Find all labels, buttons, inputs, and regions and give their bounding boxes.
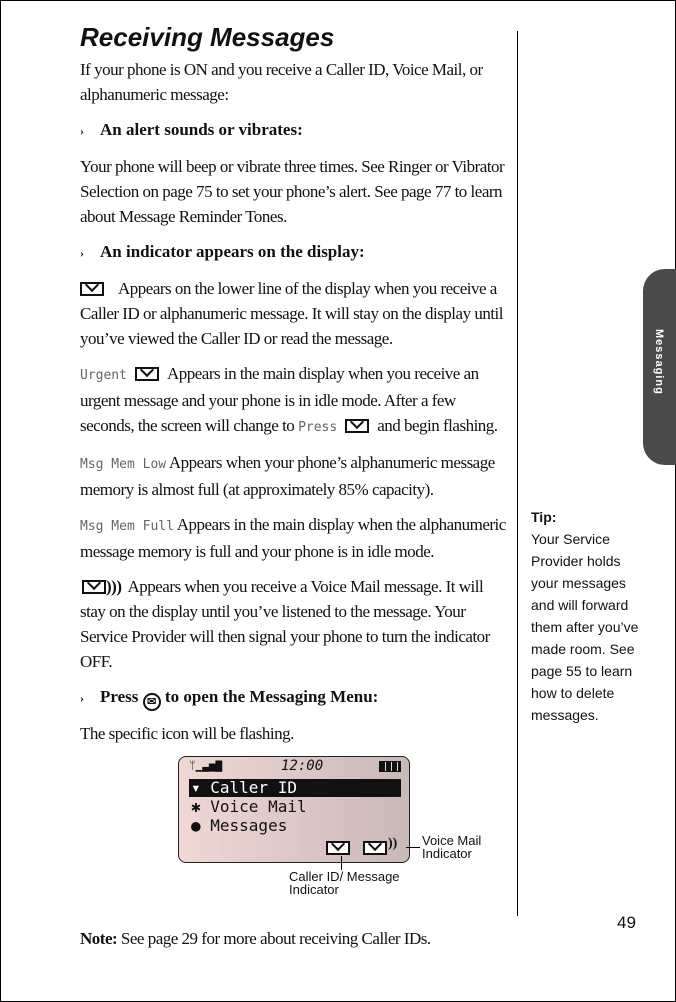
section-tab-label: Messaging: [653, 329, 665, 395]
bullet-text: to open the Messaging Menu:: [164, 687, 379, 706]
tip-label: Tip:: [531, 509, 557, 525]
voicemail-text: Appears when you receive a Voice Mail message. It will stay on the display until you’ve listened to the message. Your Service Provider will then signal your phone to turn the indicator OFF.: [80, 577, 490, 671]
voicemail-indicator-icon: [363, 841, 387, 855]
bullet-alert: › An alert sounds or vibrates:: [80, 120, 303, 139]
phone-display: [178, 756, 410, 863]
main-column: [80, 1, 510, 951]
voicemail-caption: Voice Mail Indicator: [422, 833, 482, 861]
intro-text: If your phone is ON and you receive a Caller ID, Voice Mail, or alphanumeric message:: [80, 60, 483, 104]
callerid-caption: Caller ID/ Message Indicator: [289, 869, 400, 897]
note: [80, 926, 510, 951]
leader-line: [406, 847, 420, 848]
voicemail-paragraph: [80, 574, 510, 674]
envelope-paragraph: [80, 276, 510, 351]
caller-id-indicator-icon: [326, 841, 350, 855]
column-divider: [517, 31, 518, 916]
memlow-label: Msg Mem Low: [80, 457, 167, 472]
menu-item-caller-id[interactable]: ▾ Caller ID: [191, 778, 297, 797]
memlow-paragraph: [80, 450, 510, 502]
envelope-icon: [80, 282, 104, 296]
battery-icon: [379, 761, 401, 772]
envelope-icon: [135, 367, 159, 381]
signal-icon: ᛘ▁▃▅▇: [189, 759, 223, 772]
memlow-text: Appears when your phone’s alphanumeric message memory is almost full (at approximately 85% capacity).: [80, 453, 495, 499]
menu-label: Caller ID: [210, 778, 297, 797]
envelope-icon: [345, 419, 369, 433]
bullet-text: Press: [100, 687, 139, 706]
urgent-paragraph: [80, 361, 510, 440]
page-title: Receiving Messages: [80, 22, 335, 52]
tip-text: Your Service Provider holds your messages and will forward them after you’ve made room. See page 55 to learn how to delete messages.: [531, 531, 639, 723]
display-figure: [80, 756, 510, 916]
menu-item-messages[interactable]: ● Messages: [191, 816, 288, 835]
urgent-text-end: and begin flashing.: [377, 416, 498, 435]
flashing-text: The specific icon will be flashing.: [80, 724, 294, 743]
waves-icon: )): [388, 836, 398, 851]
voicemail-waves-icon: ))): [106, 577, 122, 596]
envelope-text: Appears on the lower line of the display when you receive a Caller ID or alphanumeric message. It will stay on the display until you’ve viewed the Caller ID or read the message.: [80, 279, 503, 348]
menu-label: Messages: [210, 816, 288, 835]
clock: 12:00: [281, 758, 324, 774]
tip-box: [531, 506, 641, 726]
memfull-text: Appears in the main display when the alphanumeric message memory is full and your phone is in idle mode.: [80, 515, 506, 561]
urgent-label: Urgent: [80, 368, 127, 383]
bullet-press: › Press ✉ to open the Messaging Menu:: [80, 684, 510, 711]
alert-text: Your phone will beep or vibrate three times. See Ringer or Vibrator Selection on page 75 to set your phone’s alert. See page 77 to learn about Message Reminder Tones.: [80, 157, 505, 226]
press-label: Press: [298, 420, 338, 435]
note-text: See page 29 for more about receiving Caller IDs.: [120, 929, 431, 948]
bullet-indicator: › An indicator appears on the display:: [80, 242, 365, 261]
urgent-text: Appears in the main display when you receive an urgent message and your phone is in idle mode. After a few seconds, the screen will change to: [80, 364, 479, 435]
page-number: 49: [617, 913, 636, 932]
section-tab: [643, 269, 676, 465]
memfull-paragraph: [80, 512, 510, 564]
leader-line: [341, 856, 342, 870]
bullet-text: An indicator appears on the display:: [100, 242, 365, 261]
memfull-label: Msg Mem Full: [80, 519, 174, 534]
menu-label: Voice Mail: [210, 797, 307, 816]
message-key-icon: ✉: [143, 693, 161, 711]
menu-item-voice-mail[interactable]: ✱ Voice Mail: [191, 797, 307, 816]
bullet-text: An alert sounds or vibrates:: [100, 120, 303, 139]
note-label: Note:: [80, 929, 118, 948]
voicemail-envelope-icon: [82, 580, 106, 594]
